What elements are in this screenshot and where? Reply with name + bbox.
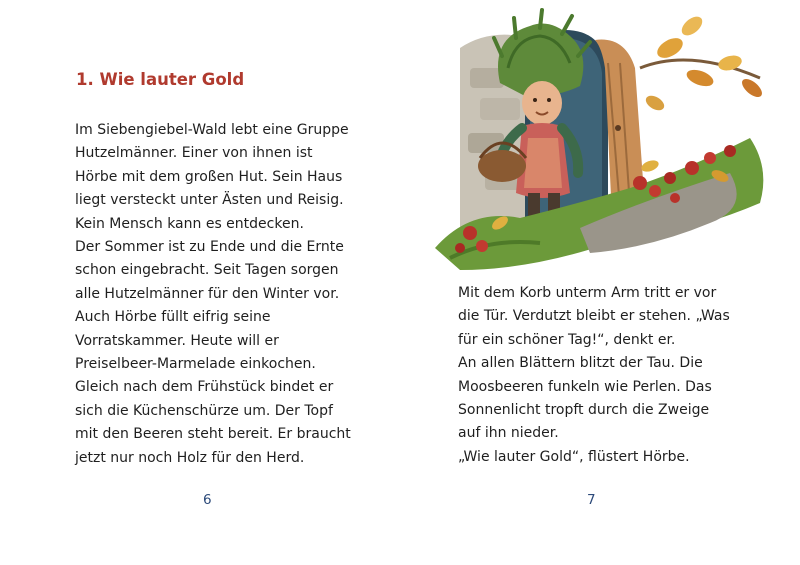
- autumn-branch: [640, 13, 765, 113]
- page-number-right: 7: [587, 492, 596, 508]
- text-line: Moosbeeren funkeln wie Perlen. Das: [458, 378, 712, 395]
- text-line: sich die Küchenschürze um. Der Topf: [75, 402, 333, 419]
- text-line: jetzt nur noch Holz für den Herd.: [75, 449, 305, 466]
- chapter-title: 1. Wie lauter Gold: [76, 70, 245, 89]
- page-number-left: 6: [203, 492, 212, 508]
- text-line: mit den Beeren steht bereit. Er braucht: [75, 426, 351, 443]
- text-line: An allen Blättern blitzt der Tau. Die: [458, 355, 703, 372]
- text-line: Vorratskammer. Heute will er: [75, 332, 279, 349]
- text-line: Preiselbeer-Marmelade einkochen.: [75, 356, 316, 373]
- left-page-text: [75, 119, 351, 470]
- text-line: „Wie lauter Gold“, flüstert Hörbe.: [458, 448, 690, 465]
- text-line: liegt versteckt unter Ästen und Reisig.: [75, 192, 344, 209]
- text-line: Sonnenlicht tropft durch die Zweige: [458, 402, 710, 419]
- text-line: schon eingebracht. Seit Tagen sorgen: [75, 262, 339, 279]
- text-line: die Tür. Verdutzt bleibt er stehen. „Was: [458, 308, 730, 325]
- text-line: Auch Hörbe füllt eifrig seine: [75, 309, 271, 326]
- text-line: Gleich nach dem Frühstück bindet er: [75, 379, 334, 396]
- text-line: Hörbe mit dem großen Hut. Sein Haus: [75, 168, 343, 185]
- right-page-text: [458, 282, 730, 469]
- text-line: alle Hutzelmänner für den Winter vor.: [75, 285, 340, 302]
- text-line: Der Sommer ist zu Ende und die Ernte: [75, 239, 344, 256]
- text-line: Mit dem Korb unterm Arm tritt er vor: [458, 285, 717, 301]
- illustration-hutzelmann-at-door: [430, 8, 775, 273]
- text-line: für ein schöner Tag!“, denkt er.: [458, 331, 676, 348]
- text-line: Hutzelmänner. Einer von ihnen ist: [75, 145, 313, 162]
- text-line: Im Siebengiebel-Wald lebt eine Gruppe: [75, 122, 349, 138]
- text-line: Kein Mensch kann es entdecken.: [75, 215, 304, 232]
- right-page: [400, 0, 800, 565]
- text-line: auf ihn nieder.: [458, 425, 559, 442]
